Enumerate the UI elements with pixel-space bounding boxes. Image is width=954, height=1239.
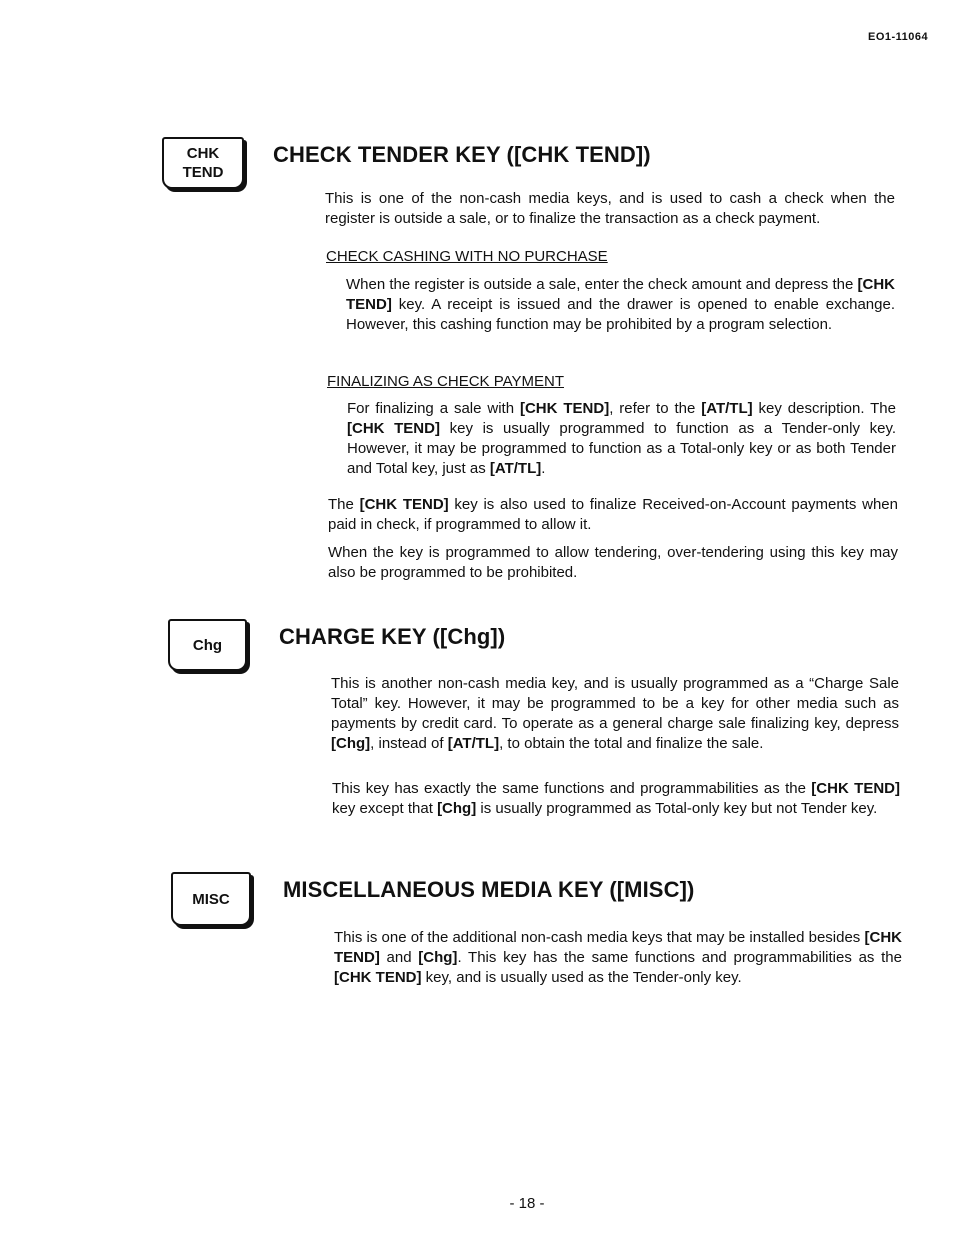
text: key, and is usually used as the Tender-only key. [421,969,742,986]
text: key is usually programmed to function as a Tender-only key. However, it may be programmed to function as a Total-only key or as both Tender and Total key, just as [347,420,896,477]
text: When the key is programmed to allow tendering, over-tendering using this key may also be programmed to be prohibited. [328,544,898,581]
over-tendering-paragraph [328,543,898,583]
key-ref: [CHK TEND] [347,420,440,437]
text: , instead of [370,735,448,752]
text: key is also used to finalize Received-on-Account payments when paid in check, if programmed to allow it. [328,496,898,533]
key-label: MISC [192,890,230,908]
text: This is one of the additional non-cash media keys that may be installed besides [334,929,865,946]
misc-media-key-heading: MISCELLANEOUS MEDIA KEY ([MISC]) [283,877,695,902]
text: This is another non-cash media key, and is usually programmed as a “Charge Sale Total” key. However, it may be programmed to be a key for other media such as payments by credit card. To operate as a general charge sale finalizing key, depress [331,675,899,732]
intro-text: This is one of the non-cash media keys, and is used to cash a check when the register is outside a sale, or to finalize the transaction as a check payment. [325,190,895,227]
text: key. A receipt is issued and the drawer is opened to enable exchange. However, this cashing function may be prohibited by a program selection. [346,296,895,333]
check-cashing-body [346,275,895,335]
text: The [328,496,360,513]
key-ref: [AT/TL] [701,400,753,417]
key-ref: [AT/TL] [489,460,542,477]
text: When the register is outside a sale, enter the check amount and depress the [346,276,858,293]
charge-paragraph-2 [332,779,900,819]
key-label: Chg [192,636,223,654]
key-ref: [Chg] [331,735,371,752]
check-tender-intro [325,189,895,229]
text: key except that [332,800,438,817]
key-ref: [CHK TEND] [519,400,610,417]
text: key description. The [752,400,896,417]
text: For finalizing a sale with [347,400,520,417]
misc-paragraph [334,928,902,988]
page-number: - 18 - [509,1195,545,1212]
key-ref: [CHK TEND] [346,276,895,313]
text: , refer to the [609,400,702,417]
text: is usually programmed as Total-only key but not Tender key. [476,800,878,817]
key-label-line-2: TEND [182,164,224,181]
chk-tend-key-icon [162,137,244,189]
key-ref: [CHK TEND] [359,496,449,513]
charge-key-heading: CHARGE KEY ([Chg]) [279,624,506,649]
text: , to obtain the total and finalize the sale. [499,735,764,752]
key-ref: [CHK TEND] [334,929,902,966]
key-ref: [Chg] [418,949,458,966]
text: This key has exactly the same functions and programmabilities as the [332,780,812,797]
text: and [379,949,419,966]
finalizing-body [347,399,896,479]
chg-key-icon [168,619,247,671]
document-id: EO1-11064 [868,31,929,43]
received-on-account-paragraph [328,495,898,535]
misc-key-icon [171,872,251,926]
text: . This key has the same functions and programmabilities as the [457,949,902,966]
key-ref: [CHK TEND] [334,969,422,986]
key-ref: [AT/TL] [447,735,500,752]
finalizing-subheading: FINALIZING AS CHECK PAYMENT [327,373,564,390]
charge-paragraph-1 [331,674,899,754]
text: . [541,460,546,477]
key-ref: [CHK TEND] [811,780,900,797]
key-label-line-1: CHK [186,145,220,162]
key-ref: [Chg] [437,800,477,817]
check-tender-heading: CHECK TENDER KEY ([CHK TEND]) [273,142,651,167]
check-cashing-subheading: CHECK CASHING WITH NO PURCHASE [326,248,608,265]
